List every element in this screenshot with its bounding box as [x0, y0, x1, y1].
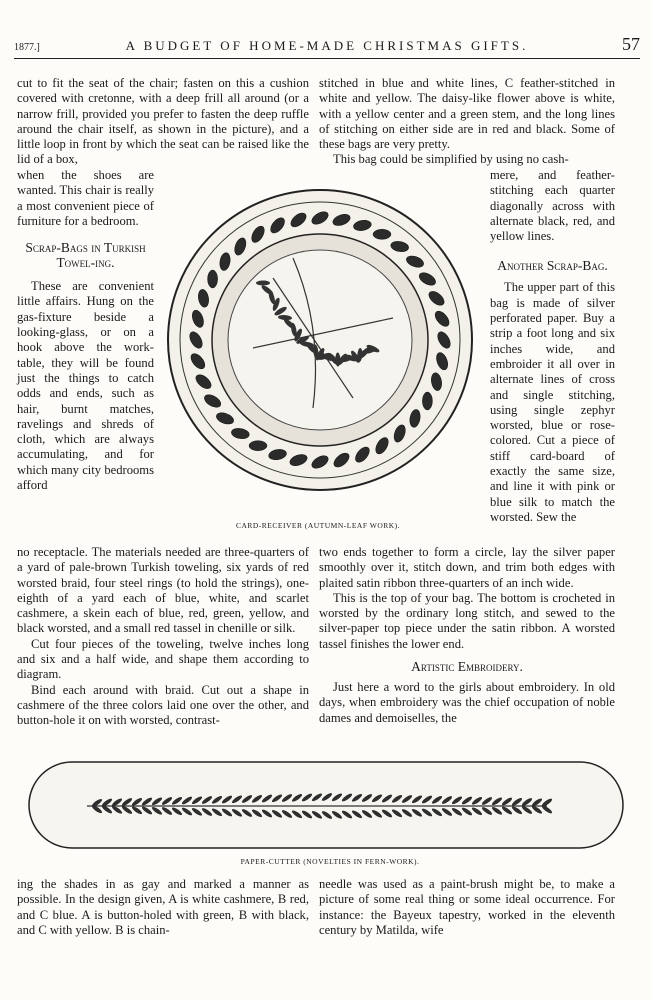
left-column-narrow: [17, 168, 154, 493]
left-column-bottom: [17, 545, 309, 729]
heading-scrap-bags: Scrap-Bags in Turkish Towel-ing.: [25, 240, 146, 271]
bottom-right-text: [319, 877, 615, 938]
header-year: 1877.]: [14, 42, 40, 53]
paragraph-bayeux: needle was used as a paint-brush might be, to make a picture of some real thing or some ideal occurrence. For instance: the Bayeux tapestry, worked in the eleventh century by Matilda, wife: [319, 877, 615, 937]
paragraph-shades: ing the shades in as gay and marked a manner as possible. In the design given, A is white cashmere, B red, and C blue. A is button-holed with green, B with black, and C with yellow. B is chain-: [17, 877, 309, 937]
paragraph-chair-end: cut to fit the seat of the chair; fasten on this a cushion covered with cretonne, with a deep frill all around (or a narrow frill, provided you prefer to fasten the deep ruffle around the chair itself, as shown in the picture), and a little loop in front by which the seat can be raised like the lid of a box,: [17, 76, 309, 167]
card-receiver-illustration: [163, 188, 477, 518]
paragraph-chair-bedroom: when the shoes are wanted. This chair is really a most convenient piece of furniture for a bedroom.: [17, 168, 154, 228]
heading-another-scrap-bag: Another Scrap-Bag.: [497, 258, 608, 274]
page-number: 57: [622, 34, 640, 54]
heading-artistic-embroidery: Artistic Embroidery.: [411, 659, 523, 675]
caption-card-receiver: CARD-RECEIVER (AUTUMN-LEAF WORK).: [235, 521, 401, 530]
header-title: A BUDGET OF HOME-MADE CHRISTMAS GIFTS.: [125, 38, 529, 53]
bottom-left-text: [17, 877, 309, 938]
paragraph-stitching: stitched in blue and white lines, C feather-stitched in white and yellow. The daisy-like flower above is white, with a yellow center and a green stem, and the long lines of stitching on either side are in red and black. Some of these bags are very pretty.: [319, 76, 615, 152]
right-column-top: [319, 76, 615, 168]
right-column-narrow: [490, 168, 615, 525]
paragraph-scrap-bags: These are convenient little affairs. Hung on the gas-fixture beside a looking-glass, or on a hook above the work-table, they will be found just the things to catch odds and ends, such as hair, burnt matches, ravelings and shreds of cloth, which are always accumulating, and for which many city bedrooms afford: [17, 279, 154, 493]
paragraph-bind-braid: Bind each around with braid. Cut out a shape in cashmere of the three colors laid one over the other, and button-hole it on with worsted, contrast-: [17, 682, 309, 728]
left-column-top: [17, 76, 309, 168]
paragraph-another-scrap-bag: The upper part of this bag is made of silver perforated paper. Buy a strip a foot long and six inches wide, and embroider it all over in alternate lines of cross and single stitching, using single zephyr worsted, blue or rose-colored. Cut a piece of stiff card-board of exactly the same size, and line it with pink or blue silk to match the worsted. Sew the: [490, 280, 615, 524]
paragraph-cut-toweling: Cut four pieces of the toweling, twelve inches long and six and a half wide, and shape them according to diagram.: [17, 636, 309, 682]
paper-cutter-illustration: [27, 758, 625, 852]
caption-paper-cutter: PAPER-CUTTER (NOVELTIES IN FERN-WORK).: [240, 857, 420, 866]
paragraph-top-of-bag: This is the top of your bag. The bottom is crocheted in worsted by the ordinary long stitch, and sewed to the silver-paper top piece under the satin ribbon. A worsted tassel finishes the lower end.: [319, 590, 615, 651]
paragraph-simplified-a: This bag could be simplified by using no cash-: [333, 152, 569, 167]
right-column-bottom: [319, 545, 615, 726]
running-header: [14, 36, 640, 59]
paragraph-embroidery: Just here a word to the girls about embroidery. In old days, when embroidery was the chief occupation of noble dames and demoiselles, the: [319, 680, 615, 725]
paragraph-simplified-b: mere, and feather-stitching each quarter diagonally across with alternate black, red, and yellow lines.: [490, 168, 615, 244]
paragraph-silver-paper: two ends together to form a circle, lay the silver paper smoothly over it, stitch down, and trim both edges with plaited satin ribbon three-quarters of an inch wide.: [319, 545, 615, 590]
paragraph-materials: no receptacle. The materials needed are three-quarters of a yard of pale-brown Turkish toweling, six yards of red worsted braid, four steel rings (to hold the strings), one-eighth of a yard each of blue, white, and scarlet cashmere, a skein each of blue, red, green, yellow, and black worsted, and a small red tassel in chenille or silk.: [17, 545, 309, 636]
